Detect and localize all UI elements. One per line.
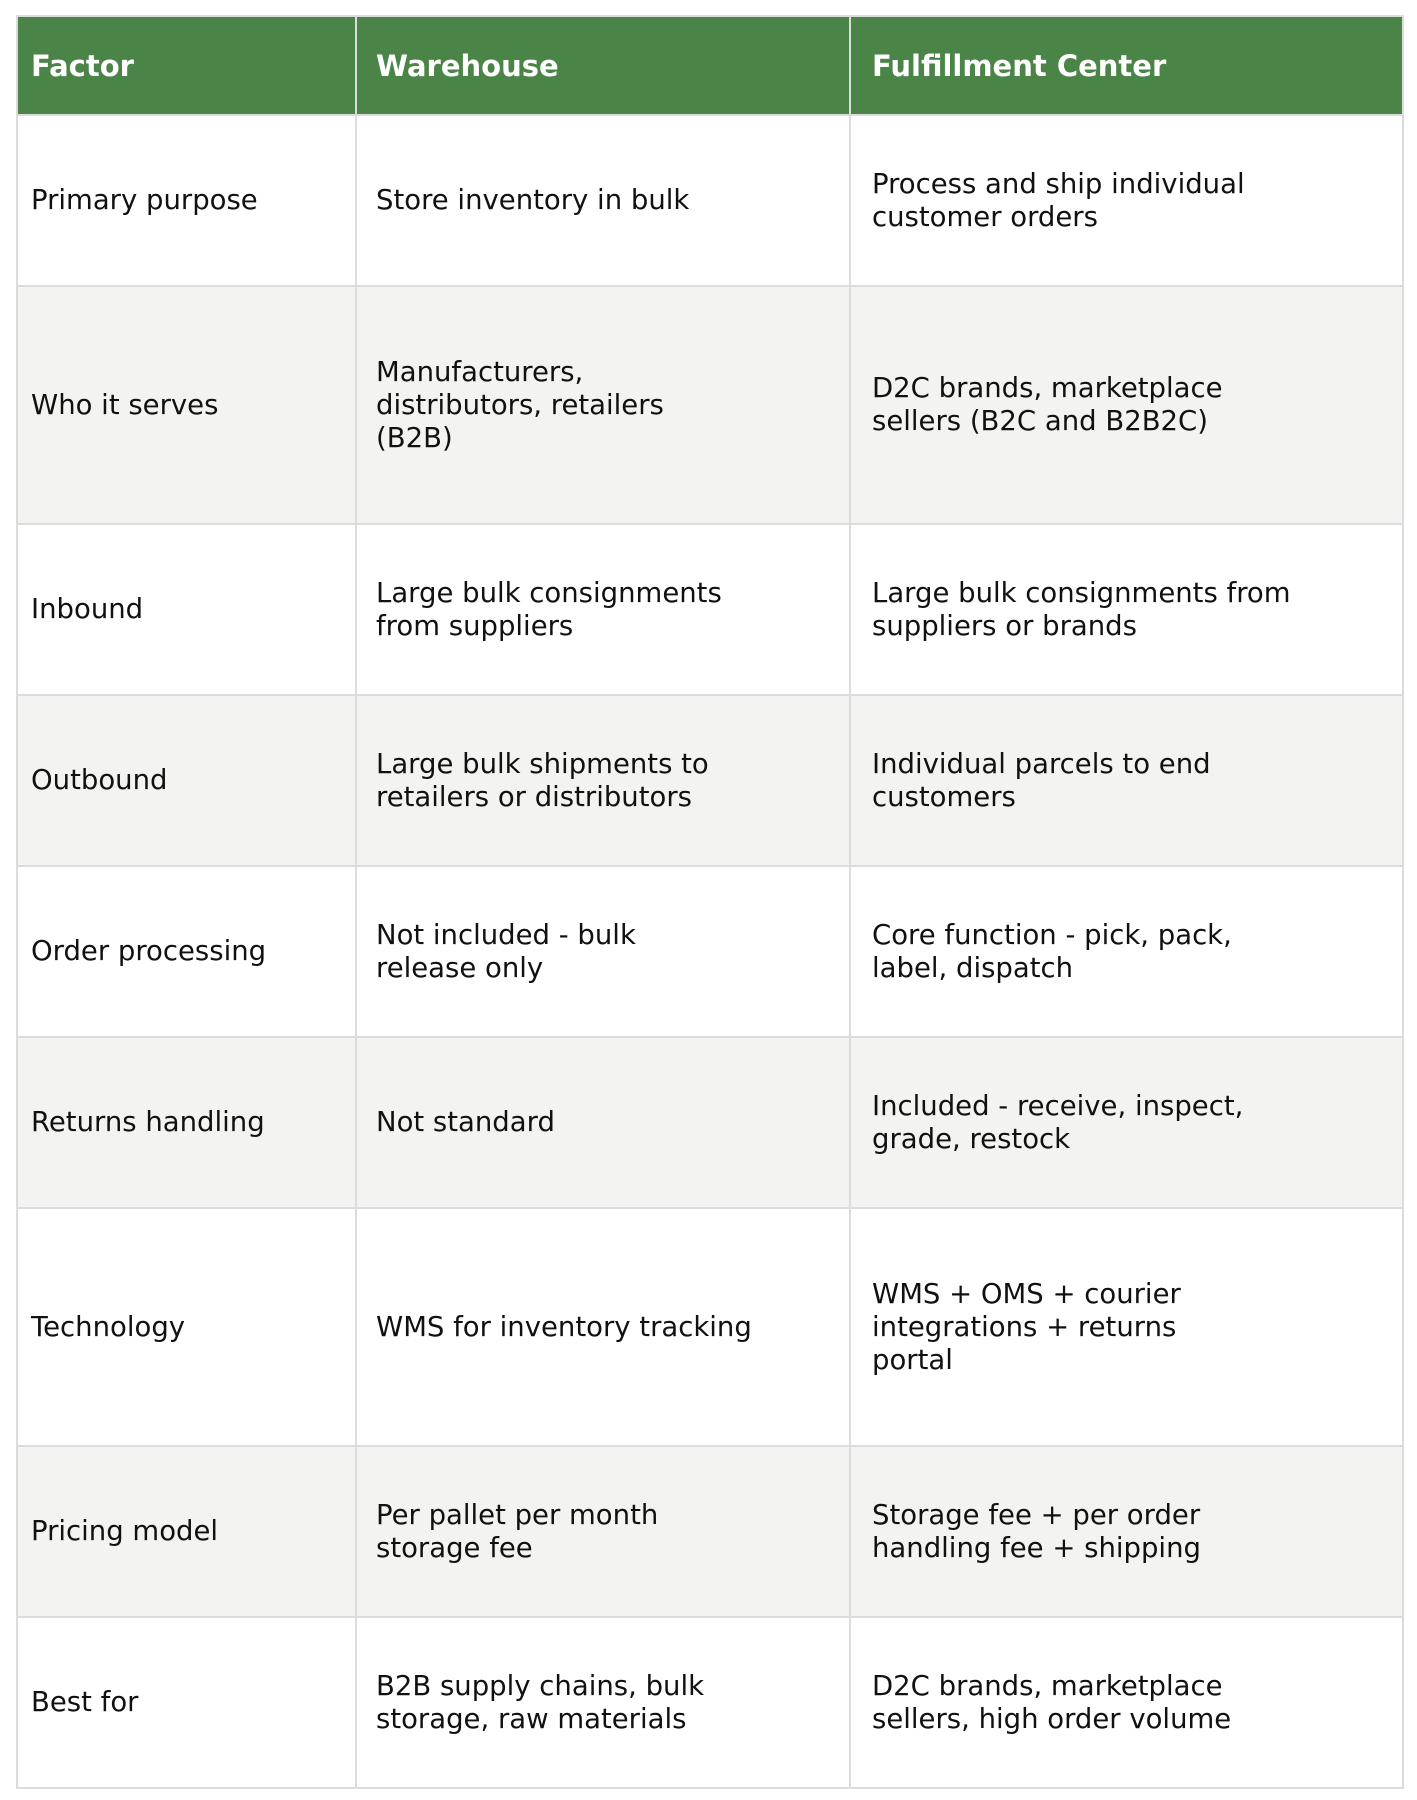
header-fulfillment-center: Fulfillment Center [850, 16, 1403, 115]
factor-cell: Technology [17, 1208, 356, 1446]
fulfillment-cell: Individual parcels to end customers [850, 695, 1403, 866]
fulfillment-cell: Storage fee + per order handling fee + shipping [850, 1446, 1403, 1617]
header-factor: Factor [17, 16, 356, 115]
factor-cell: Primary purpose [17, 115, 356, 286]
table-row [17, 115, 1403, 286]
warehouse-cell: Large bulk consignments from suppliers [356, 524, 850, 695]
factor-cell: Pricing model [17, 1446, 356, 1617]
fulfillment-cell: Included - receive, inspect, grade, restock [850, 1037, 1403, 1208]
warehouse-cell: B2B supply chains, bulk storage, raw materials [356, 1617, 850, 1788]
warehouse-cell: Per pallet per month storage fee [356, 1446, 850, 1617]
table-row [17, 1446, 1403, 1617]
table-row [17, 695, 1403, 866]
fulfillment-cell: WMS + OMS + courier integrations + returns portal [850, 1208, 1403, 1446]
comparison-table [16, 15, 1404, 1789]
table-row [17, 1037, 1403, 1208]
fulfillment-cell: D2C brands, marketplace sellers (B2C and B2B2C) [850, 286, 1403, 524]
factor-cell: Outbound [17, 695, 356, 866]
fulfillment-cell: Core function - pick, pack, label, dispatch [850, 866, 1403, 1037]
table-row [17, 286, 1403, 524]
factor-cell: Best for [17, 1617, 356, 1788]
factor-cell: Who it serves [17, 286, 356, 524]
table-row [17, 866, 1403, 1037]
table-row [17, 1617, 1403, 1788]
warehouse-cell: Not standard [356, 1037, 850, 1208]
warehouse-cell: Manufacturers, distributors, retailers (B2B) [356, 286, 850, 524]
warehouse-cell: Store inventory in bulk [356, 115, 850, 286]
factor-cell: Returns handling [17, 1037, 356, 1208]
table-row [17, 1208, 1403, 1446]
fulfillment-cell: Process and ship individual customer orders [850, 115, 1403, 286]
factor-cell: Order processing [17, 866, 356, 1037]
fulfillment-cell: Large bulk consignments from suppliers or brands [850, 524, 1403, 695]
factor-cell: Inbound [17, 524, 356, 695]
header-warehouse: Warehouse [356, 16, 850, 115]
warehouse-cell: Large bulk shipments to retailers or distributors [356, 695, 850, 866]
table-row [17, 524, 1403, 695]
warehouse-cell: Not included - bulk release only [356, 866, 850, 1037]
table-header-row [17, 16, 1403, 115]
fulfillment-cell: D2C brands, marketplace sellers, high order volume [850, 1617, 1403, 1788]
warehouse-cell: WMS for inventory tracking [356, 1208, 850, 1446]
